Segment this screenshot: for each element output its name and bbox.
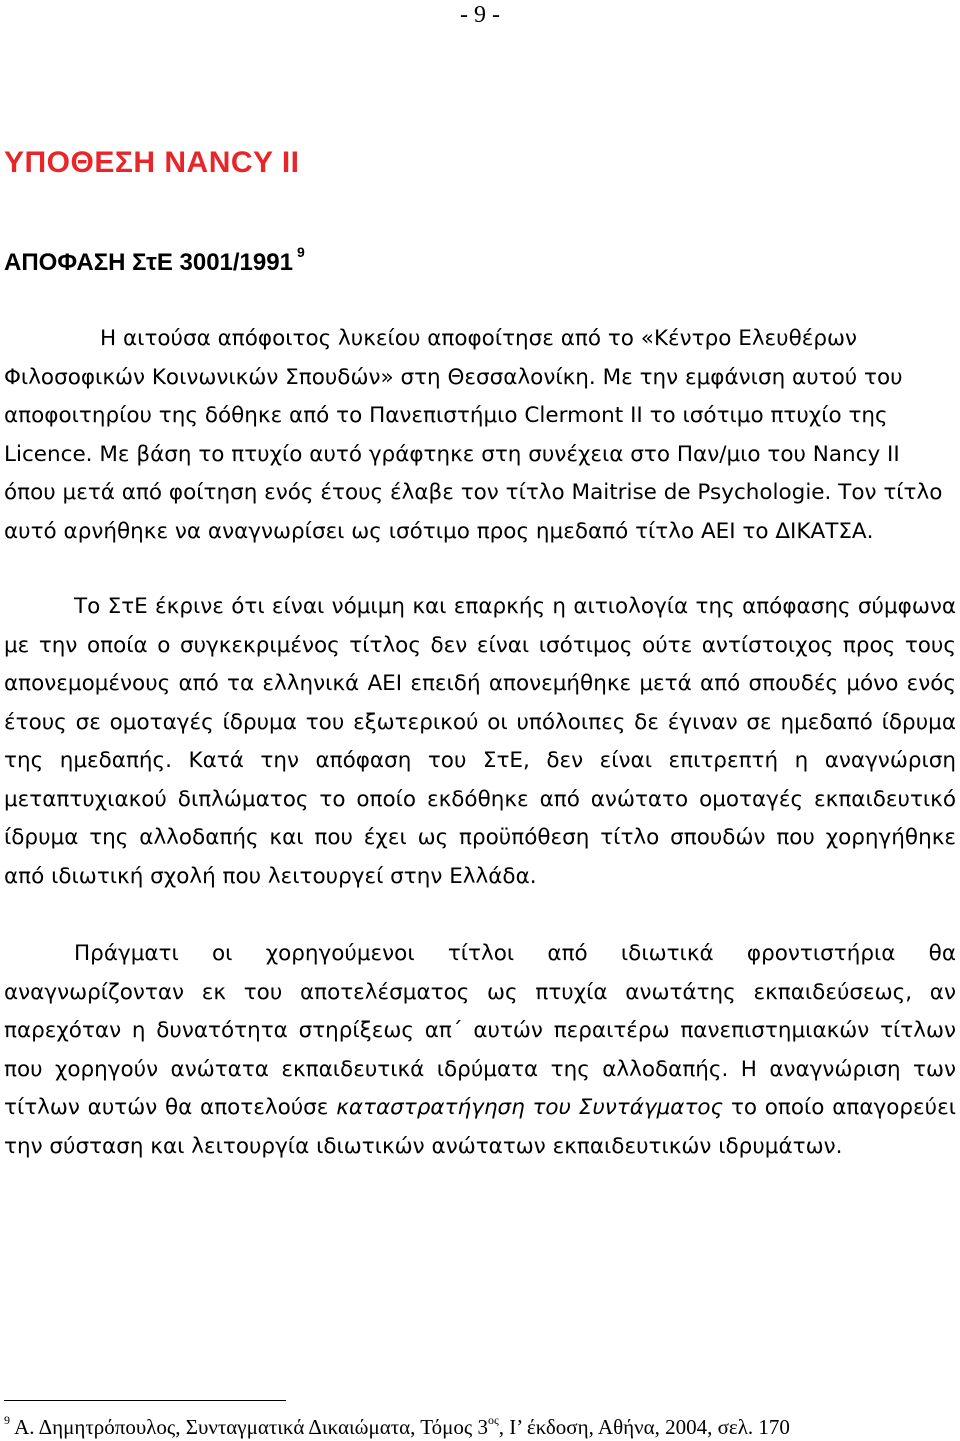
footnote-ordinal: ος (487, 1413, 499, 1427)
paragraph-text-after: το οποίο απαγορεύει την σύσταση και λειτουργία ιδιωτικών ανώτατων εκπαιδευτικών ιδρυμάτων. (4, 1095, 956, 1159)
paragraph-ruling (4, 588, 956, 896)
footnote-text-end: , Ι’ έκδοση, Αθήνα, 2004, σελ. 170 (498, 1415, 790, 1439)
footnote-text: Α. Δημητρόπουλος, Συνταγματικά Δικαιώματα, Τόμος 3 (14, 1415, 488, 1439)
page-number: - 9 - (460, 2, 500, 28)
footnote (4, 1408, 954, 1441)
paragraph-text-before: Πράγματι οι χορηγούμενοι τίτλοι από ιδιωτικά φροντιστήρια θα αναγνωρίζονταν εκ του αποτελέσματος ως πτυχία ανωτάτης εκπαιδεύσεως, αν παρεχόταν η δυνατότητα στηρίξεως απ΄ αυτών περαιτέρω πανεπιστημιακών τίτλων που χορηγούν ανώτατα εκπαιδευτικά ιδρύματα της αλλοδαπής. Η αναγνώριση των τίτλων αυτών θα αποτελούσε (4, 941, 956, 1120)
decision-label: ΑΠΟΦΑΣΗ ΣτΕ 3001/1991 (4, 249, 293, 276)
paragraph-text: Το ΣτΕ έκρινε ότι είναι νόμιμη και επαρκής η αιτιολογία της απόφασης σύμφωνα με την οποία ο συγκεκριμένος τίτλος δεν είναι ισότιμος ούτε αντίστοιχος προς τους απονεμομένους από τα ελληνικά ΑΕΙ επειδή απονεμήθηκε μετά από σπουδές μόνο ενός έτους σε ομοταγές ίδρυμα του εξωτερικού οι υπόλοιπες δε έγιναν σε ημεδαπό ίδρυμα της ημεδαπής. Κατά την απόφαση του ΣτΕ, δεν είναι επιτρεπτή η αναγνώριση μεταπτυχιακού διπλώματος το οποίο εκδόθηκε από ανώτατο ομοταγές εκπαιδευτικό ίδρυμα της αλλοδαπής και που έχει ως προϋπόθεση τίτλο σπουδών που χορηγήθηκε από ιδιωτική σχολή που λειτουργεί στην Ελλάδα. (4, 594, 956, 889)
footnote-marker: 9 (4, 1413, 10, 1427)
paragraph-emphasis: καταστρατήγηση του Συντάγματος (336, 1095, 724, 1120)
page-title: ΥΠΟΘΕΣΗ NANCY II (4, 146, 300, 179)
paragraph-text: Η αιτούσα απόφοιτος λυκείου αποφοίτησε από το «Κέντρο Ελευθέρων Φιλοσοφικών Κοινωνικών Σπουδών» στη Θεσσαλονίκη. Με την εμφάνιση αυτού του αποφοιτηρίου της δόθηκε από το Πανεπιστήμιο Clermont II το ισότιμο πτυχίο της Licence. Με βάση το πτυχίο αυτό γράφτηκε στη συνέχεια στο Παν/μιο του Nancy II όπου μετά από φοίτηση ενός έτους έλαβε τον τίτλο Maitrise de Psychologie. Τον τίτλο αυτό αρνήθηκε να αναγνωρίσει ως ισότιμο προς ημεδαπό τίτλο ΑΕΙ το ΔΙΚΑΤΣΑ. (4, 326, 943, 544)
paragraph-reasoning (4, 935, 956, 1166)
paragraph-text (4, 935, 956, 1166)
decision-heading (4, 244, 305, 277)
footnote-divider (4, 1400, 286, 1401)
footnote-reference[interactable]: 9 (296, 244, 305, 260)
paragraph-facts (4, 320, 956, 551)
